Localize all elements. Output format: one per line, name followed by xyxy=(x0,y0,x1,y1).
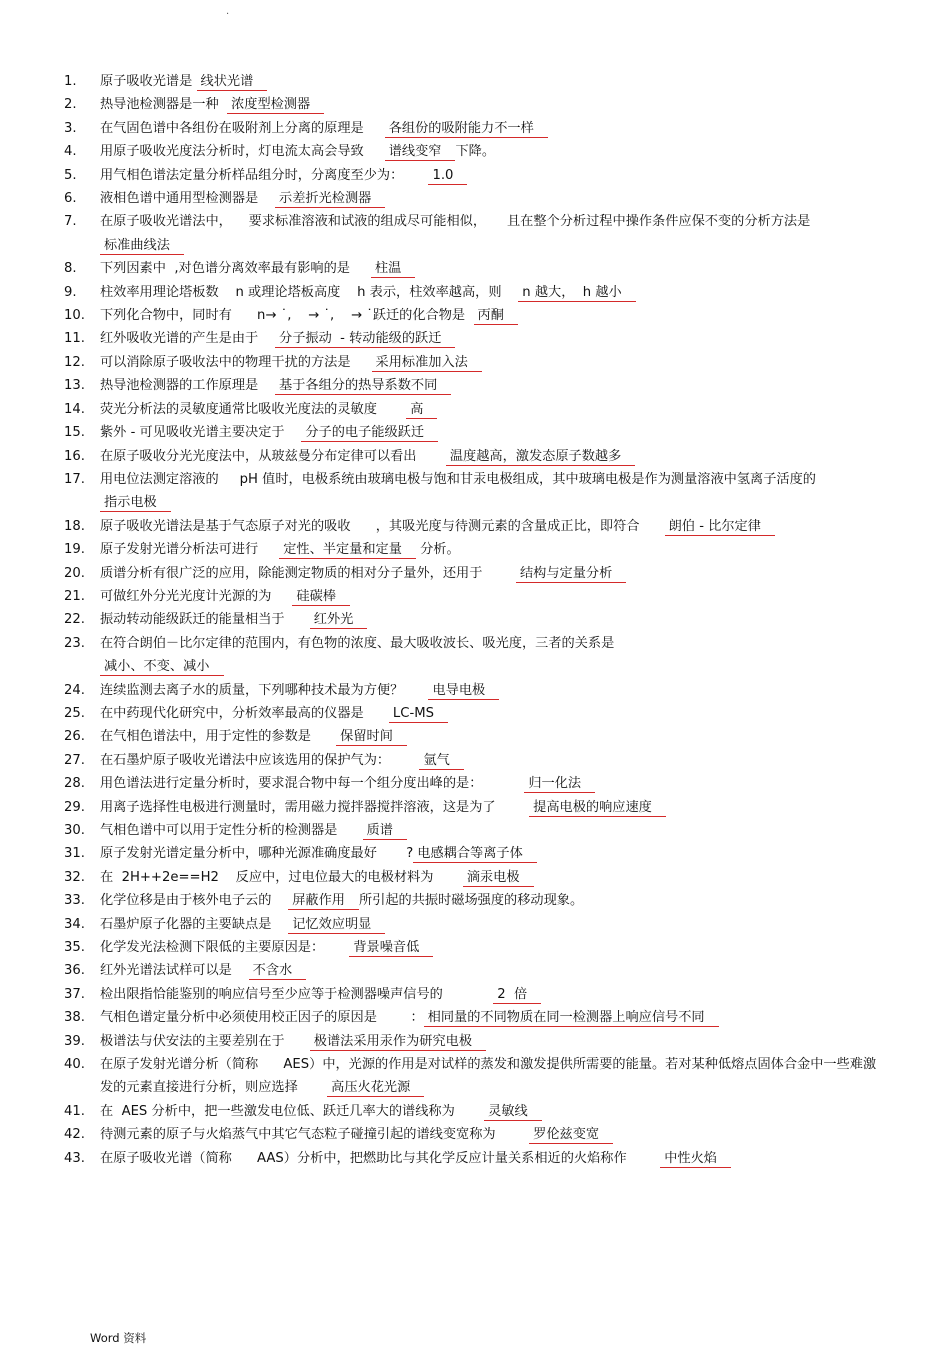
question-text xyxy=(100,702,884,725)
question-tail: 下降。 xyxy=(455,144,496,160)
question-item xyxy=(64,585,884,608)
answer-blank: 基于各组分的热导系数不同 xyxy=(275,377,451,395)
question-stem: 在 2H++2e==H2 反应中，过电位最大的电极材料为 xyxy=(100,869,463,885)
question-item xyxy=(64,351,884,374)
question-number: 4. xyxy=(64,144,77,160)
question-item xyxy=(64,1123,884,1146)
question-item xyxy=(64,374,884,397)
question-item xyxy=(64,281,884,304)
question-item xyxy=(64,866,884,889)
question-tail: 所引起的共振时磁场强度的移动现象。 xyxy=(358,893,584,909)
question-text xyxy=(100,445,884,468)
question-item xyxy=(64,117,884,140)
question-number: 31. xyxy=(64,846,85,862)
question-number: 7. xyxy=(64,214,77,230)
question-item xyxy=(64,632,884,679)
question-stem: 极谱法与伏安法的主要差别在于 xyxy=(100,1033,310,1049)
question-stem: 石墨炉原子化器的主要缺点是 xyxy=(100,916,289,932)
answer-blank: 质谱 xyxy=(363,822,407,840)
question-text xyxy=(100,983,884,1006)
question-text xyxy=(100,70,884,93)
question-item xyxy=(64,889,884,912)
answer-blank: 极谱法采用汞作为研究电极 xyxy=(310,1033,486,1051)
answer-blank: 相同量的不同物质在同一检测器上响应信号不同 xyxy=(424,1009,719,1027)
question-number: 39. xyxy=(64,1033,85,1049)
answer-blank: 背景噪音低 xyxy=(349,939,433,957)
question-text xyxy=(100,562,884,585)
answer-blank: 屏蔽作用 xyxy=(288,892,359,910)
question-stem: 下列因素中 ,对色谱分离效率最有影响的是 xyxy=(100,261,371,277)
question-item xyxy=(64,913,884,936)
answer-blank: 各组份的吸附能力不一样 xyxy=(385,120,548,138)
question-number: 40. xyxy=(64,1057,85,1073)
answer-blank: 丙酮 xyxy=(474,307,518,325)
answer-blank: 归一化法 xyxy=(524,775,595,793)
question-text xyxy=(100,515,884,538)
question-number: 13. xyxy=(64,378,85,394)
question-stem: 在原子吸收光谱（简称 AAS）分析中，把燃助比与其化学反应计量关系相近的火焰称作 xyxy=(100,1150,661,1166)
question-item xyxy=(64,679,884,702)
question-item xyxy=(64,445,884,468)
question-number: 43. xyxy=(64,1150,85,1166)
answer-blank: 高 xyxy=(406,401,437,419)
question-item xyxy=(64,210,884,257)
question-stem: 在符合朗伯－比尔定律的范围内，有色物的浓度、最大吸收波长、吸光度，三者的关系是 xyxy=(100,635,762,651)
question-item xyxy=(64,608,884,631)
question-item xyxy=(64,936,884,959)
question-stem: 下列化合物中，同时有 n→ ˙, → ˙, → ˙跃迁的化合物是 xyxy=(100,308,474,324)
answer-blank: 柱温 xyxy=(371,260,415,278)
question-number: 11. xyxy=(64,331,85,347)
question-item xyxy=(64,959,884,982)
question-text xyxy=(100,679,884,702)
question-item xyxy=(64,304,884,327)
question-item xyxy=(64,1147,884,1170)
question-number: 5. xyxy=(64,167,77,183)
question-stem: 用原子吸收光度法分析时，灯电流太高会导致 xyxy=(100,144,385,160)
question-text xyxy=(100,140,884,163)
question-number: 29. xyxy=(64,799,85,815)
answer-blank: 减小、不变、减小 xyxy=(100,658,224,676)
question-number: 18. xyxy=(64,518,85,534)
answer-blank: LC-MS xyxy=(389,705,448,723)
answer-blank: 朗伯 - 比尔定律 xyxy=(665,518,775,536)
question-text xyxy=(100,608,884,631)
answer-blank: 提高电极的响应速度 xyxy=(529,799,666,817)
question-text xyxy=(100,1030,884,1053)
question-stem: 原子发射光谱分析法可进行 xyxy=(100,542,280,558)
question-number: 17. xyxy=(64,471,85,487)
answer-blank: 2 倍 xyxy=(493,986,541,1004)
question-stem: 在石墨炉原子吸收光谱法中应该选用的保护气为： xyxy=(100,752,420,768)
question-stem: 气相色谱定量分析中必须使用校正因子的原因是 ： xyxy=(100,1010,424,1026)
question-number: 12. xyxy=(64,354,85,370)
question-item xyxy=(64,93,884,116)
question-stem: 振动转动能级跃迁的能量相当于 xyxy=(100,612,310,628)
answer-blank: 硅碳棒 xyxy=(292,588,350,606)
question-number: 33. xyxy=(64,893,85,909)
question-text xyxy=(100,93,884,116)
question-stem: 在气固色谱中各组份在吸附剂上分离的原理是 xyxy=(100,120,385,136)
question-stem: 在中药现代化研究中，分析效率最高的仪器是 xyxy=(100,705,389,721)
question-number: 32. xyxy=(64,869,85,885)
question-stem: 热导池检测器的工作原理是 xyxy=(100,378,276,394)
question-text xyxy=(100,1123,884,1146)
question-text xyxy=(100,1053,884,1100)
answer-blank: 红外光 xyxy=(310,611,368,629)
question-item xyxy=(64,398,884,421)
question-text xyxy=(100,796,884,819)
question-text xyxy=(100,959,884,982)
question-stem: 质谱分析有很广泛的应用，除能测定物质的相对分子量外，还用于 xyxy=(100,565,516,581)
question-number: 1. xyxy=(64,74,77,89)
question-item xyxy=(64,1030,884,1053)
question-text xyxy=(100,889,884,912)
answer-blank: 中性火焰 xyxy=(660,1150,731,1168)
question-list xyxy=(64,70,884,1170)
question-item xyxy=(64,1053,884,1100)
question-number: 34. xyxy=(64,916,85,932)
question-text xyxy=(100,210,884,257)
question-text xyxy=(100,936,884,959)
question-number: 27. xyxy=(64,752,85,768)
question-number: 19. xyxy=(64,542,85,558)
question-stem: 紫外 - 可见吸收光谱主要决定于 xyxy=(100,425,302,441)
question-number: 3. xyxy=(64,120,77,136)
question-text xyxy=(100,1006,884,1029)
question-stem: 气相色谱中可以用于定性分析的检测器是 xyxy=(100,823,363,838)
question-item xyxy=(64,257,884,280)
answer-blank: 结构与定量分析 xyxy=(516,565,626,583)
question-text xyxy=(100,398,884,421)
question-stem: 可以消除原子吸收法中的物理干扰的方法是 xyxy=(100,354,372,370)
question-item xyxy=(64,70,884,93)
question-text xyxy=(100,164,884,187)
answer-blank: 保留时间 xyxy=(336,728,407,746)
question-item xyxy=(64,515,884,538)
question-stem: 红外吸收光谱的产生是由于 xyxy=(100,331,276,347)
question-tail: 分析。 xyxy=(415,542,460,558)
question-text xyxy=(100,468,884,515)
answer-blank: 谱线变窄 xyxy=(385,143,456,161)
answer-blank: 高压火花光源 xyxy=(327,1079,424,1097)
question-number: 42. xyxy=(64,1127,85,1143)
answer-blank: 标准曲线法 xyxy=(100,237,184,255)
question-text xyxy=(100,1147,884,1170)
question-item xyxy=(64,164,884,187)
answer-blank: 线状光谱 xyxy=(197,73,268,91)
question-item xyxy=(64,749,884,772)
question-item xyxy=(64,421,884,444)
answer-blank: 罗伦兹变宽 xyxy=(529,1126,613,1144)
question-number: 26. xyxy=(64,729,85,745)
answer-blank: 滴汞电极 xyxy=(463,869,534,887)
question-number: 8. xyxy=(64,261,77,277)
question-text xyxy=(100,632,884,679)
question-item xyxy=(64,327,884,350)
answer-blank: 采用标准加入法 xyxy=(372,354,482,372)
question-text xyxy=(100,374,884,397)
question-item xyxy=(64,538,884,561)
question-number: 21. xyxy=(64,588,85,604)
answer-blank: 1.0 xyxy=(428,167,467,185)
answer-blank: n 越大， h 越小 xyxy=(518,284,635,302)
question-item xyxy=(64,1100,884,1123)
question-text xyxy=(100,421,884,444)
page-footer: Word 资料 xyxy=(90,1331,147,1345)
question-stem: 荧光分析法的灵敏度通常比吸收光度法的灵敏度 xyxy=(100,401,407,417)
question-number: 14. xyxy=(64,401,85,417)
question-text xyxy=(100,772,884,795)
question-item xyxy=(64,702,884,725)
question-number: 10. xyxy=(64,308,85,324)
question-item xyxy=(64,842,884,865)
question-stem: 原子吸收光谱法是基于气态原子对光的吸收 ，其吸光度与待测元素的含量成正比，即符合 xyxy=(100,518,665,534)
answer-blank: 分子振动 - 转动能级的跃迁 xyxy=(275,330,455,348)
question-number: 6. xyxy=(64,191,77,207)
question-item xyxy=(64,562,884,585)
question-text xyxy=(100,585,884,608)
header-dot: . xyxy=(226,6,230,17)
question-stem: 在 AES 分析中，把一些激发电位低、跃迁几率大的谱线称为 xyxy=(100,1103,485,1119)
question-text xyxy=(100,725,884,748)
question-number: 16. xyxy=(64,448,85,464)
question-text xyxy=(100,327,884,350)
question-number: 22. xyxy=(64,612,85,628)
question-stem: 在原子吸收分光光度法中，从玻兹曼分布定律可以看出 xyxy=(100,448,446,464)
answer-blank: 分子的电子能级跃迁 xyxy=(301,424,438,442)
question-stem: 用色谱法进行定量分析时，要求混合物中每一个组分度出峰的是： xyxy=(100,776,525,792)
question-stem: 在原子吸收光谱法中， 要求标准溶液和试液的组成尽可能相似， 且在整个分析过程中操作条件应保不变的分析方法是 xyxy=(100,214,815,230)
question-stem: 红外光谱法试样可以是 xyxy=(100,963,249,979)
question-number: 35. xyxy=(64,940,85,956)
answer-blank: 灵敏线 xyxy=(484,1103,542,1121)
question-number: 36. xyxy=(64,963,85,979)
question-number: 20. xyxy=(64,565,85,581)
question-text xyxy=(100,749,884,772)
answer-blank: 电导电极 xyxy=(428,682,499,700)
question-text xyxy=(100,304,884,327)
question-item xyxy=(64,983,884,1006)
answer-blank: 氩气 xyxy=(419,752,463,770)
question-number: 15. xyxy=(64,425,85,441)
question-stem: 化学位移是由于核外电子云的 xyxy=(100,893,289,909)
question-item xyxy=(64,187,884,210)
question-item xyxy=(64,772,884,795)
question-number: 28. xyxy=(64,776,85,792)
question-stem: 用离子选择性电极进行测量时，需用磁力搅拌器搅拌溶液，这是为了 xyxy=(100,799,530,815)
answer-blank: 记忆效应明显 xyxy=(288,916,385,934)
question-text xyxy=(100,842,884,865)
question-stem: 可做红外分光光度计光源的为 xyxy=(100,588,293,604)
question-text xyxy=(100,913,884,936)
question-item xyxy=(64,140,884,163)
question-text xyxy=(100,117,884,140)
question-item xyxy=(64,796,884,819)
question-item xyxy=(64,819,884,842)
question-number: 37. xyxy=(64,986,85,1002)
question-stem: 原子吸收光谱是 xyxy=(100,74,197,89)
question-text xyxy=(100,866,884,889)
question-text xyxy=(100,257,884,280)
question-stem: 化学发光法检测下限低的主要原因是： xyxy=(100,940,350,956)
question-stem: 在气相色谱法中，用于定性的参数是 xyxy=(100,729,337,745)
question-number: 2. xyxy=(64,97,77,113)
answer-blank: 电感耦合等离子体 xyxy=(413,845,537,863)
question-text xyxy=(100,187,884,210)
question-text xyxy=(100,281,884,304)
question-stem: 在原子发射光谱分析（简称 AES）中，光源的作用是对试样的蒸发和激发提供所需要的能量。若对某种低熔点固体合金中一些难激发的元素直接进行分析，则应选择 xyxy=(100,1057,877,1096)
question-item xyxy=(64,468,884,515)
question-item xyxy=(64,1006,884,1029)
question-stem: 连续监测去离子水的质量，下列哪种技术最为方便？ xyxy=(100,682,429,698)
question-number: 9. xyxy=(64,284,77,300)
question-stem: 待测元素的原子与火焰蒸气中其它气态粒子碰撞引起的谱线变宽称为 xyxy=(100,1127,530,1143)
answer-blank: 定性、半定量和定量 xyxy=(279,541,416,559)
question-stem: 用气相色谱法定量分析样品组分时，分离度至少为： xyxy=(100,167,429,183)
question-number: 38. xyxy=(64,1010,85,1026)
question-stem: 柱效率用理论塔板数 n 或理论塔板高度 h 表示，柱效率越高，则 xyxy=(100,284,519,300)
answer-blank: 浓度型检测器 xyxy=(227,96,324,114)
question-text xyxy=(100,538,884,561)
question-text xyxy=(100,351,884,374)
question-number: 41. xyxy=(64,1103,85,1119)
question-stem: 热导池检测器是一种 xyxy=(100,97,228,113)
question-stem: 原子发射光谱定量分析中，哪种光源准确度最好 ? xyxy=(100,846,414,862)
question-number: 24. xyxy=(64,682,85,698)
question-number: 30. xyxy=(64,823,85,838)
question-item xyxy=(64,725,884,748)
answer-blank: 示差折光检测器 xyxy=(275,190,385,208)
question-number: 25. xyxy=(64,705,85,721)
question-number: 23. xyxy=(64,635,85,651)
question-text xyxy=(100,819,884,842)
question-stem: 液相色谱中通用型检测器是 xyxy=(100,191,276,207)
answer-blank: 指示电极 xyxy=(100,494,171,512)
question-stem: 用电位法测定溶液的 pH 值时，电极系统由玻璃电极与饱和甘汞电极组成，其中玻璃电极是作为测量溶液中氢离子活度的 xyxy=(100,471,821,487)
question-text xyxy=(100,1100,884,1123)
answer-blank: 不含水 xyxy=(249,962,307,980)
answer-blank: 温度越高，激发态原子数越多 xyxy=(446,448,635,466)
question-stem: 检出限指恰能鉴别的响应信号至少应等于检测器噪声信号的 xyxy=(100,986,494,1002)
